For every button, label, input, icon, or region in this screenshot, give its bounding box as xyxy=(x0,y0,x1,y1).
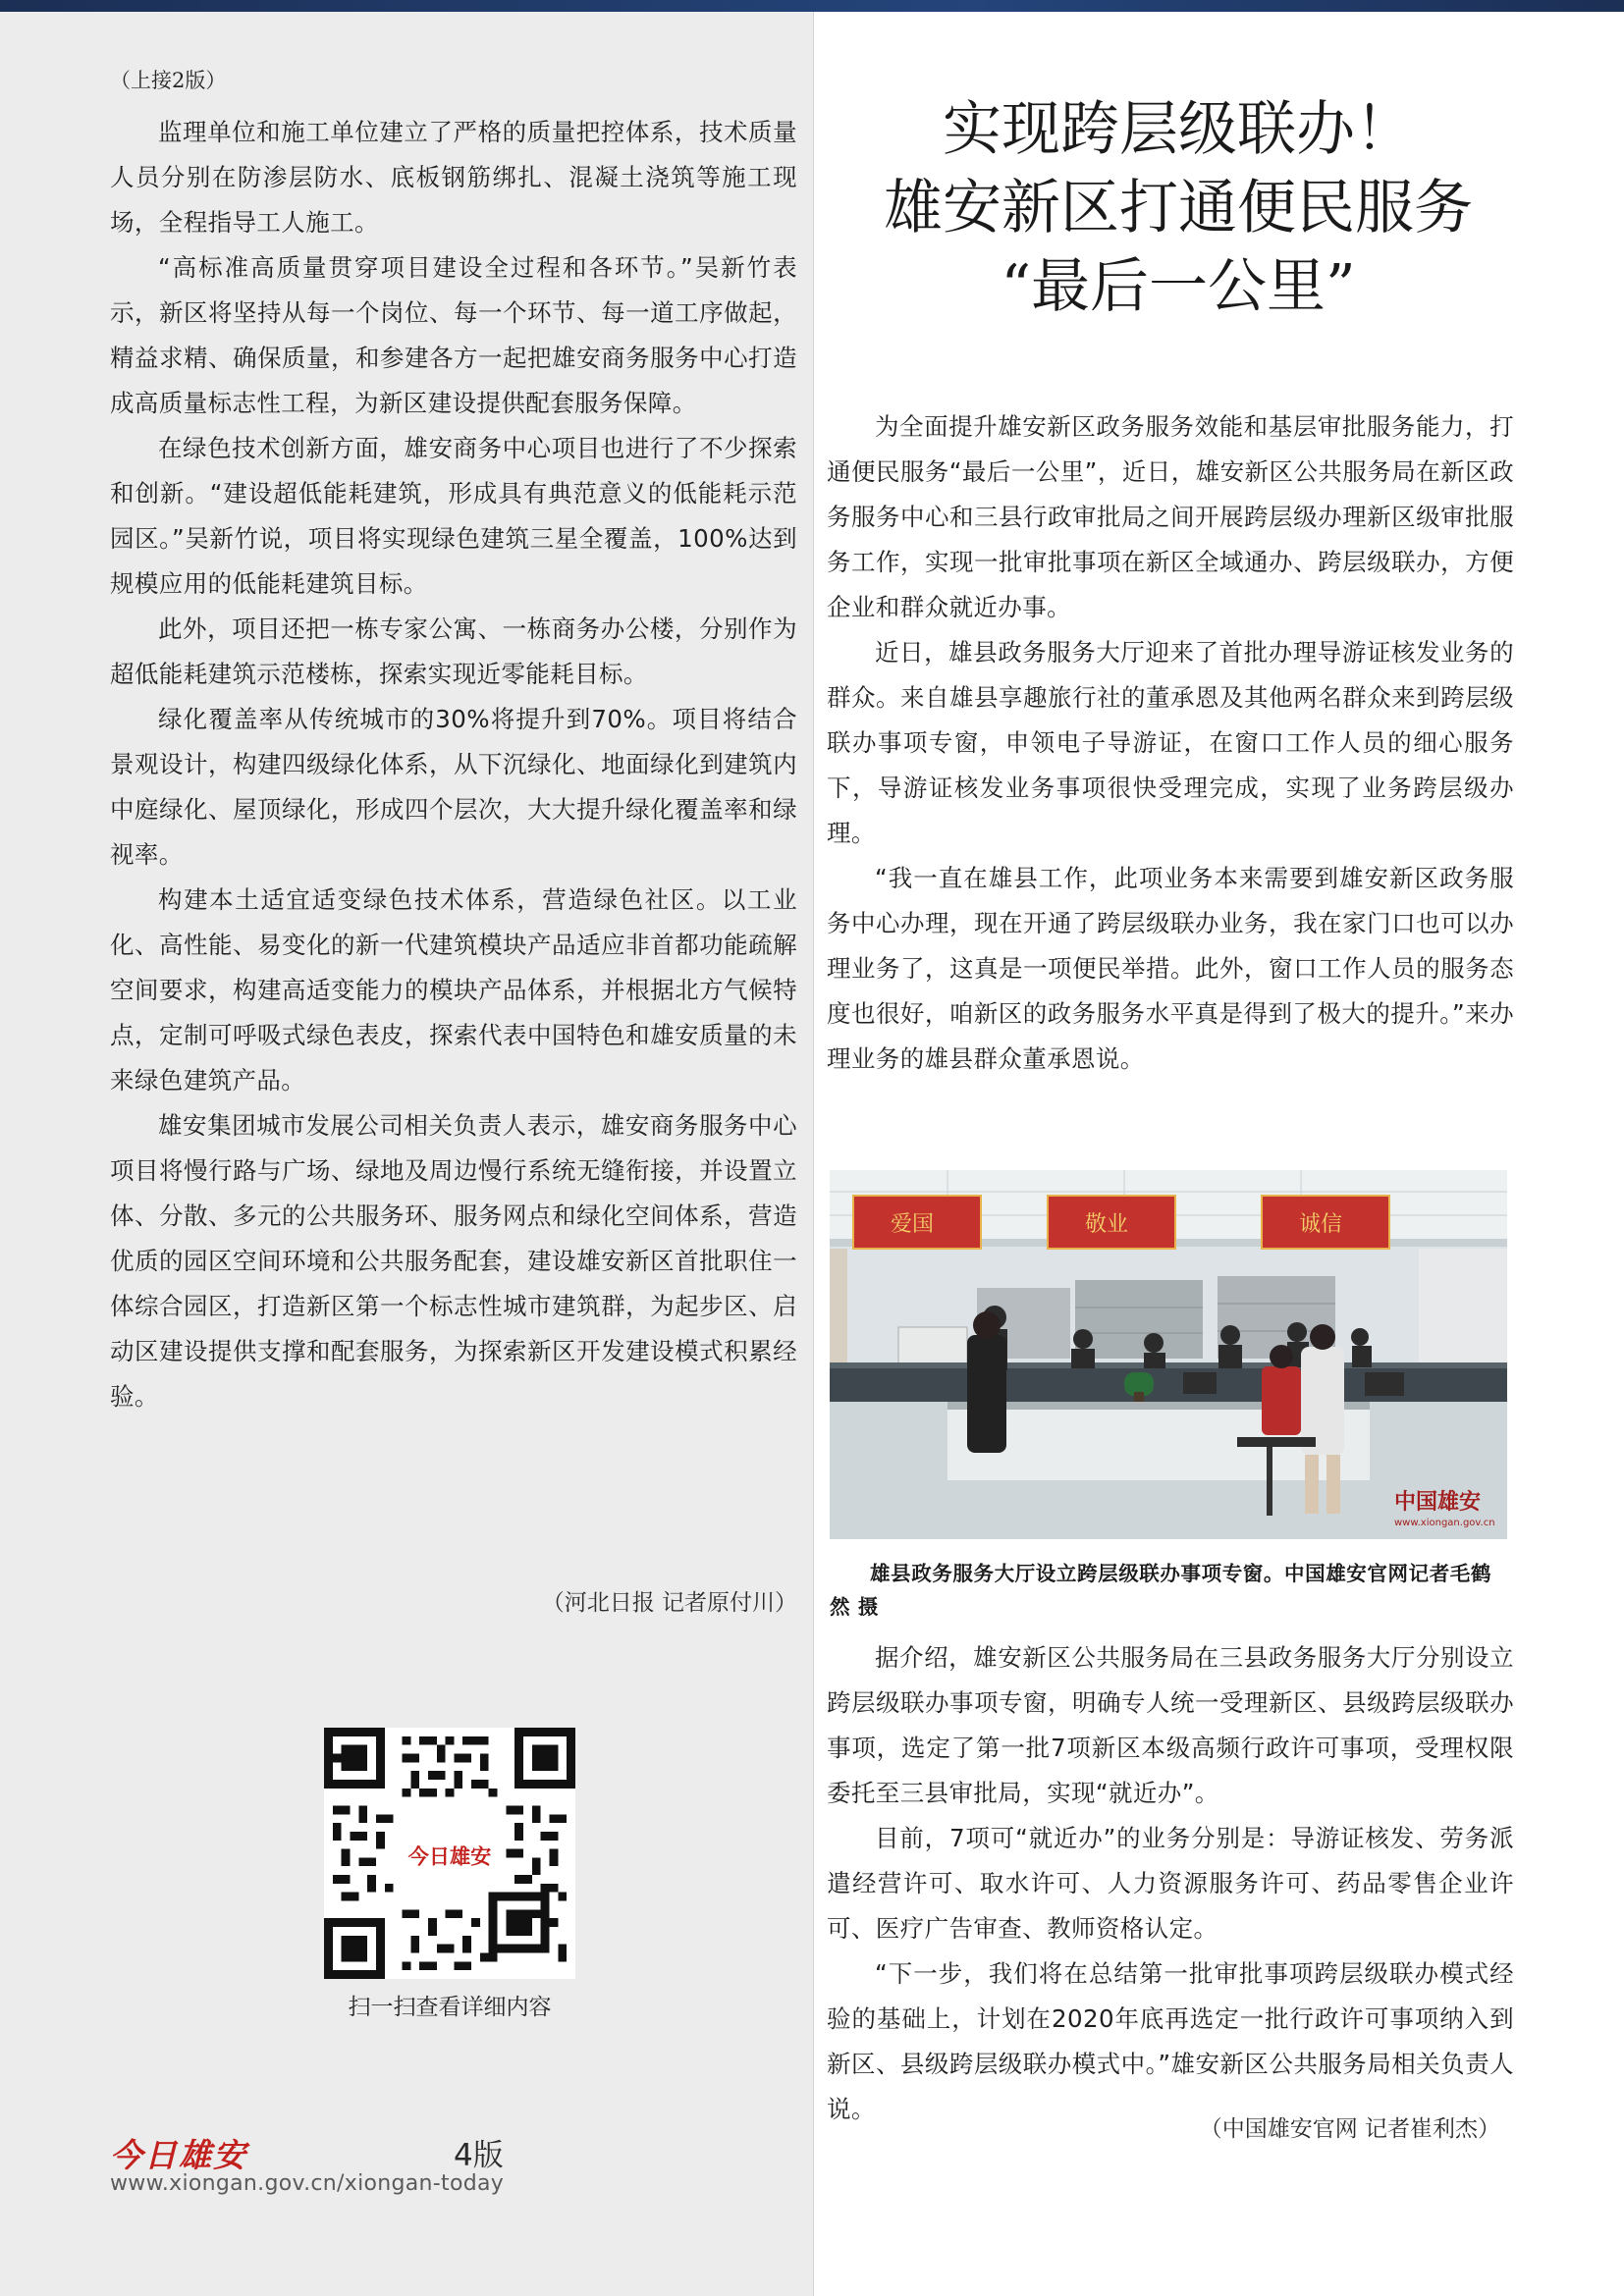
paragraph: 绿化覆盖率从传统城市的30%将提升到70%。项目将结合景观设计，构建四级绿化体系，从下沉绿化、地面绿化到建筑内中庭绿化、屋顶绿化，形成四个层次，大大提升绿化覆盖率和绿视率。 xyxy=(110,705,797,869)
banner-text: 诚信 xyxy=(1299,1212,1343,1237)
paragraph: 据介绍，雄安新区公共服务局在三县政务服务大厅分别设立跨层级联办事项专窗，明确专人统一受理新区、县级跨层级联办事项，选定了第一批7项新区本级高频行政许可事项，受理权限委托至三县审批局，实现“就近办”。 xyxy=(827,1643,1514,1807)
banner xyxy=(853,1196,981,1249)
left-article-body xyxy=(110,110,797,1419)
top-accent-bar xyxy=(0,0,1624,12)
page-number: 4版 xyxy=(454,2138,504,2173)
paragraph: 监理单位和施工单位建立了严格的质量把控体系，技术质量人员分别在防渗层防水、底板钢筋绑扎、混凝土浇筑等施工现场，全程指导工人施工。 xyxy=(110,118,797,237)
publication-logo: 今日雄安 xyxy=(110,2136,247,2174)
paragraph: 构建本土适宜适变绿色技术体系，营造绿色社区。以工业化、高性能、易变化的新一代建筑模块产品适应非首都功能疏解空间要求，构建高适变能力的模块产品体系，并根据北方气候特点，定制可呼吸式绿色表皮，探索代表中国特色和雄安质量的未来绿色建筑产品。 xyxy=(110,885,797,1095)
photo-watermark xyxy=(1394,1489,1495,1528)
paragraph: “我一直在雄县工作，此项业务本来需要到雄安新区政务服务中心办理，现在开通了跨层级联办业务，我在家门口也可以办理业务了，这真是一项便民举措。此外，窗口工作人员的服务态度也很好，咱新区的政务服务水平真是得到了极大的提升。”来办理业务的雄县群众董承恩说。 xyxy=(827,864,1514,1073)
footer-url[interactable]: www.xiongan.gov.cn/xiongan-today xyxy=(110,2171,505,2196)
left-byline: （河北日报 记者原付川） xyxy=(541,1590,797,1616)
photo-caption: 雄县政务服务大厅设立跨层级联办事项专窗。中国雄安官网记者毛鹤然 摄 xyxy=(830,1562,1491,1619)
continued-from-label: （上接2版） xyxy=(110,69,227,92)
paragraph: “下一步，我们将在总结第一批审批事项跨层级联办模式经验的基础上，计划在2020年底再选定一批行政许可事项纳入到新区、县级跨层级联办模式中。”雄安新区公共服务局相关负责人说。 xyxy=(827,1959,1514,2123)
news-photo xyxy=(830,1170,1507,1539)
paragraph: 在绿色技术创新方面，雄安商务中心项目也进行了不少探索和创新。“建设超低能耗建筑，形成具有典范意义的低能耗示范园区。”吴新竹说，项目将实现绿色建筑三星全覆盖，100%达到规模应用的低能耗建筑目标。 xyxy=(110,434,797,598)
qr-code[interactable] xyxy=(324,1728,575,1979)
headline-line: 雄安新区打通便民服务 xyxy=(884,174,1473,242)
right-article-body-top xyxy=(827,404,1514,1082)
banner xyxy=(1048,1196,1175,1249)
banner-text: 敬业 xyxy=(1085,1212,1129,1237)
qr-caption: 扫一扫查看详细内容 xyxy=(348,1995,552,2020)
headline-line: “最后一公里” xyxy=(1001,252,1356,321)
banner-text: 爱国 xyxy=(891,1212,935,1237)
column-divider xyxy=(813,12,814,2296)
qr-logo-text: 今日雄安 xyxy=(407,1843,492,1869)
headline xyxy=(827,90,1530,326)
paragraph: “高标准高质量贯穿项目建设全过程和各环节。”吴新竹表示，新区将坚持从每一个岗位、每一个环节、每一道工序做起，精益求精、确保质量，和参建各方一起把雄安商务服务中心打造成高质量标志性工程，为新区建设提供配套服务保障。 xyxy=(110,253,797,417)
watermark-text: 中国雄安 xyxy=(1394,1489,1482,1515)
paragraph: 为全面提升雄安新区政务服务效能和基层审批服务能力，打通便民服务“最后一公里”，近日，雄安新区公共服务局在新区政务服务中心和三县行政审批局之间开展跨层级办理新区级审批服务工作，实现一批审批事项在新区全域通办、跨层级联办，方便企业和群众就近办事。 xyxy=(827,412,1514,621)
paragraph: 雄安集团城市发展公司相关负责人表示，雄安商务服务中心项目将慢行路与广场、绿地及周边慢行系统无缝衔接，并设置立体、分散、多元的公共服务环、服务网点和绿化空间体系，营造优质的园区空间环境和公共服务配套，建设雄安新区首批职住一体综合园区，打造新区第一个标志性城市建筑群，为起步区、启动区建设提供支撑和配套服务，为探索新区开发建设模式积累经验。 xyxy=(110,1111,797,1411)
watermark-url: www.xiongan.gov.cn xyxy=(1394,1518,1495,1528)
banner xyxy=(1262,1196,1389,1249)
paragraph: 近日，雄县政务服务大厅迎来了首批办理导游证核发业务的群众。来自雄县享趣旅行社的董承恩及其他两名群众来到跨层级联办事项专窗，申领电子导游证，在窗口工作人员的细心服务下，导游证核发业务事项很快受理完成，实现了业务跨层级办理。 xyxy=(827,638,1514,847)
right-byline: （中国雄安官网 记者崔利杰） xyxy=(1199,2116,1500,2142)
headline-line: 实现跨层级联办！ xyxy=(943,95,1414,164)
paragraph: 目前，7项可“就近办”的业务分别是：导游证核发、劳务派遣经营许可、取水许可、人力资源服务许可、药品零售企业许可、医疗广告审查、教师资格认定。 xyxy=(827,1824,1514,1943)
paragraph: 此外，项目还把一栋专家公寓、一栋商务办公楼，分别作为超低能耗建筑示范楼栋，探索实现近零能耗目标。 xyxy=(110,614,797,688)
right-article-body-bottom xyxy=(827,1635,1514,2132)
